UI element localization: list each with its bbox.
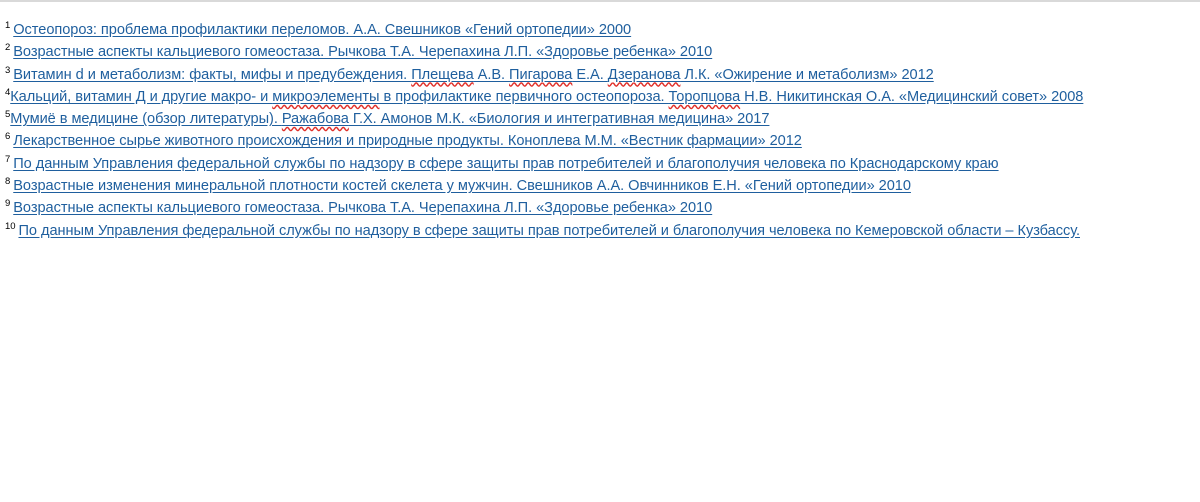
footnote-5 [5, 104, 1197, 126]
footnote-number: 8 [5, 176, 11, 188]
footnote-link[interactable] [10, 111, 769, 127]
footnote-number: 6 [5, 131, 11, 143]
spellcheck-word: Торопцова [668, 88, 741, 105]
footnote-number: 7 [5, 153, 11, 165]
spellcheck-word: микроэлементы [272, 88, 380, 105]
footnote-text: Витамин d и метаболизм: факты, мифы и предубеждения. [13, 66, 412, 83]
footnote-1 [5, 15, 1197, 37]
footnote-text: в профилактике первичного остеопороза. [379, 88, 669, 105]
footnote-number: 9 [5, 198, 11, 210]
spellcheck-word: Дзеранова [607, 66, 681, 83]
footnote-link[interactable]: По данным Управления федеральной службы по надзору в сфере защиты прав потребителей и благополучия человека по Кемеровской области – Кузбассу. [18, 222, 1080, 239]
footnote-number: 3 [5, 64, 11, 76]
footnote-link[interactable]: Возрастные аспекты кальциевого гомеостаза. Рычкова Т.А. Черепахина Л.П. «Здоровье ребенка» 2010 [13, 44, 713, 61]
footnote-9 [5, 193, 1197, 215]
footnote-6 [5, 126, 1197, 148]
footnote-8 [5, 171, 1197, 193]
footnote-link[interactable]: Остеопороз: проблема профилактики переломов. А.А. Свешников «Гений ортопедии» 2000 [13, 22, 632, 38]
footnote-number: 10 [5, 220, 16, 232]
footnote-link[interactable] [13, 67, 933, 83]
spellcheck-word: Пигарова [509, 66, 573, 83]
footnote-number: 5 [5, 109, 11, 121]
spellcheck-word: Ражабова [281, 111, 349, 128]
footnote-link[interactable]: Возрастные аспекты кальциевого гомеостаза. Рычкова Т.А. Черепахина Л.П. «Здоровье ребенка» 2010 [13, 200, 713, 217]
footnote-10 [5, 216, 1197, 238]
footnote-link[interactable]: Возрастные изменения минеральной плотности костей скелета у мужчин. Свешников А.А. Овчинников Е.Н. «Гений ортопедии» 2010 [13, 178, 911, 195]
footnote-4 [5, 82, 1197, 104]
top-divider [0, 0, 1200, 2]
footnote-3 [5, 60, 1197, 82]
footnote-text: Г.Х. Амонов М.К. «Биология и интегративная медицина» 2017 [348, 111, 770, 128]
footnote-link[interactable]: Лекарственное сырье животного происхождения и природные продукты. Коноплева М.М. «Вестник фармации» 2012 [13, 133, 802, 150]
footnote-7 [5, 149, 1197, 171]
spellcheck-word: Плещева [411, 66, 474, 83]
footnote-2 [5, 37, 1197, 59]
footnote-text: А.В. [473, 66, 510, 83]
footnote-link[interactable]: По данным Управления федеральной службы по надзору в сфере защиты прав потребителей и благополучия человека по Краснодарскому краю [13, 155, 999, 172]
footnote-number: 4 [5, 86, 11, 98]
footnote-text: Н.В. Никитинская О.А. «Медицинский совет» 2008 [740, 88, 1084, 105]
footnotes-list [5, 15, 1197, 238]
footnote-text: Л.К. «Ожирение и метаболизм» 2012 [680, 66, 934, 83]
footnote-text: Е.А. [572, 66, 608, 83]
footnote-text: Кальций, витамин Д и другие макро- и [10, 88, 273, 105]
footnote-number: 2 [5, 42, 11, 54]
footnote-link[interactable] [10, 89, 1083, 105]
footnote-number: 1 [5, 20, 11, 31]
footnote-text: Мумиё в медицине (обзор литературы). [10, 111, 282, 128]
